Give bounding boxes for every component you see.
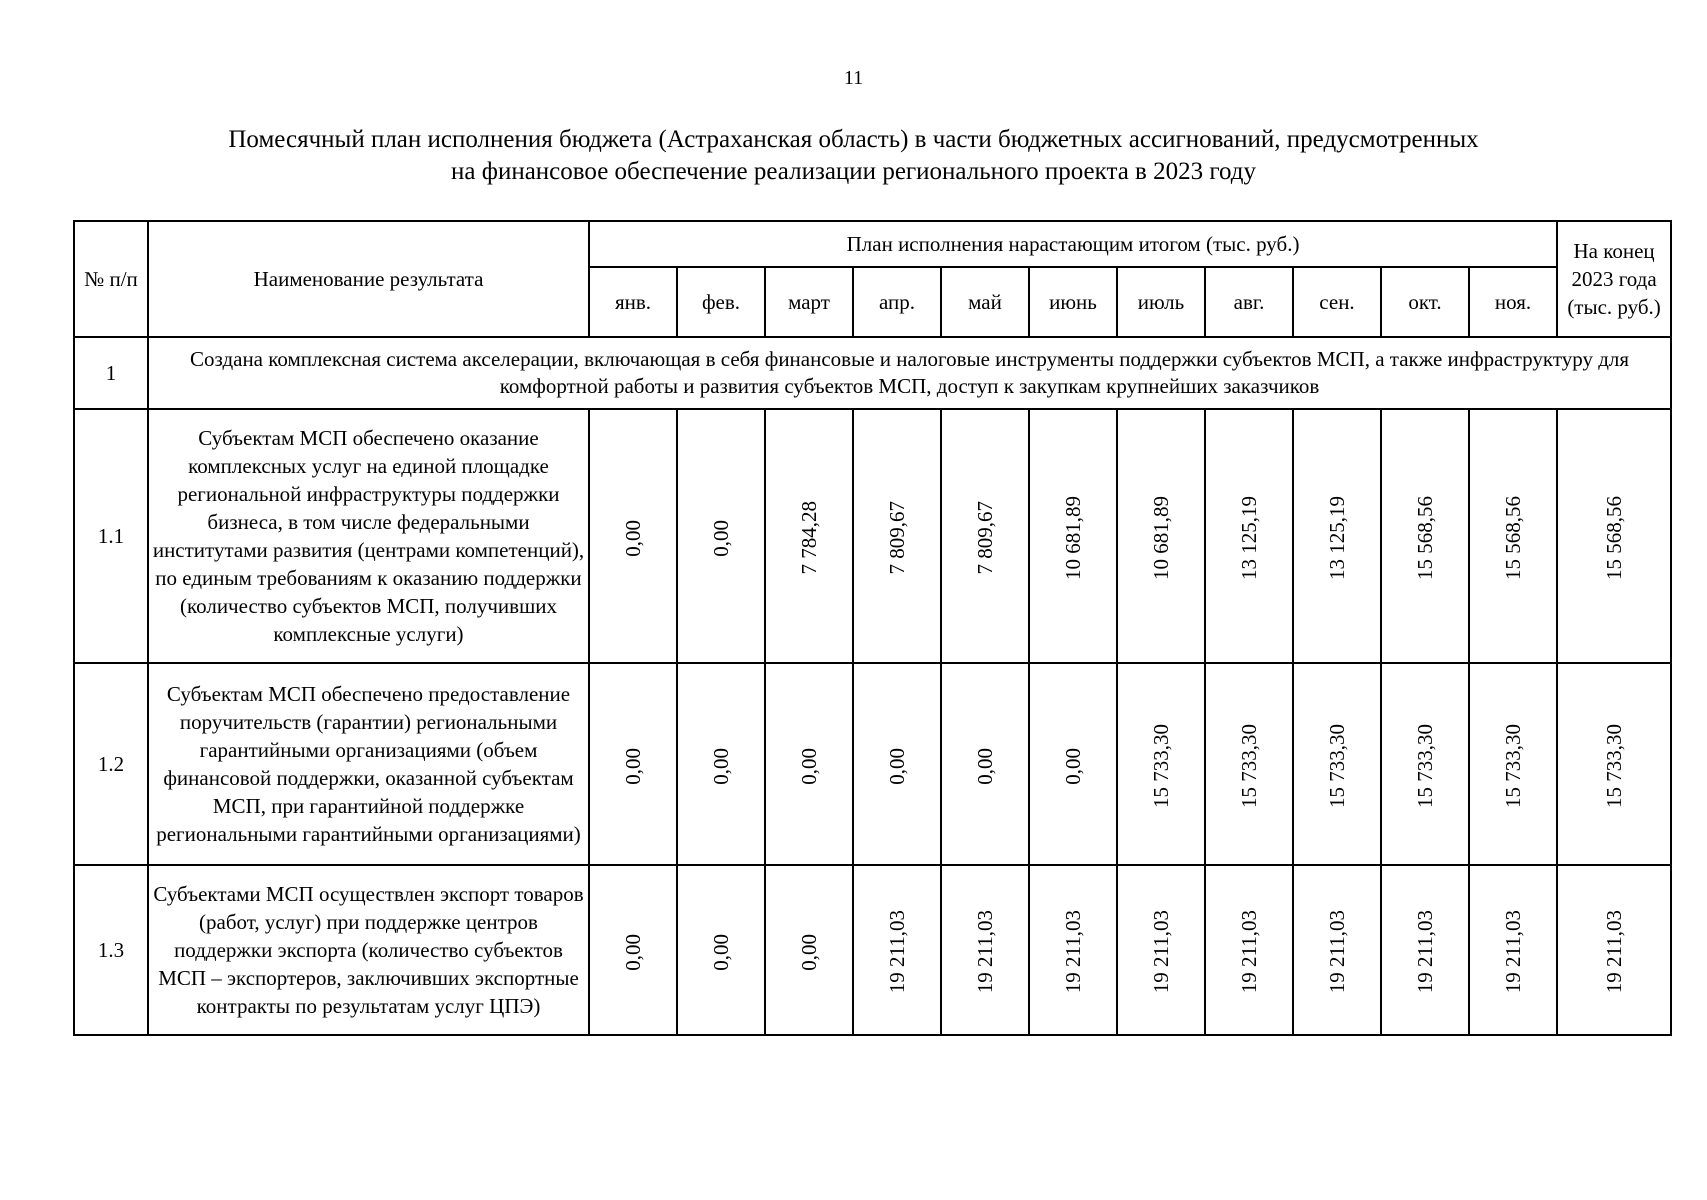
row-number: 1.1 (74, 409, 148, 663)
value-text: 15 733,30 (1413, 724, 1437, 808)
value-cell (1381, 663, 1469, 865)
value-text: 15 568,56 (1413, 496, 1437, 580)
value-cell (1205, 865, 1293, 1035)
value-cell (1469, 865, 1557, 1035)
value-text: 0,00 (621, 519, 645, 557)
header-year-end-line-2: 2023 года (1571, 267, 1657, 291)
result-description: Субъектами МСП осуществлен экспорт товаров (работ, услуг) при поддержке центров поддержки экспорта (количество субъектов МСП – экспортеров, заключивших экспортные контракты по результатам услуг ЦПЭ) (148, 865, 589, 1035)
value-text: 0,00 (621, 747, 645, 785)
row-number: 1.3 (74, 865, 148, 1035)
month-header: ноя. (1469, 267, 1557, 337)
month-header: янв. (589, 267, 677, 337)
value-cell (1117, 865, 1205, 1035)
value-text: 13 125,19 (1325, 496, 1349, 580)
table-row (74, 865, 1671, 1035)
month-header: сен. (1293, 267, 1381, 337)
section-number: 1 (74, 337, 148, 409)
value-text: 0,00 (709, 519, 733, 557)
value-cell (1117, 409, 1205, 663)
result-description: Субъектам МСП обеспечено предоставление поручительств (гарантии) региональными гарантийными организациями (объем финансовой поддержки, оказанной субъектам МСП, при гарантийной поддержке региональными гарантийными организациями) (148, 663, 589, 865)
value-text: 19 211,03 (1413, 910, 1437, 994)
value-text: 15 733,30 (1149, 724, 1173, 808)
value-text: 0,00 (797, 933, 821, 971)
value-text: 19 211,03 (973, 910, 997, 994)
table-row (74, 663, 1671, 865)
total-text: 15 568,56 (1602, 496, 1627, 580)
value-text: 15 733,30 (1237, 724, 1261, 808)
header-year-end-line-1: На конец (1573, 239, 1655, 263)
table-row (74, 409, 1671, 663)
value-text: 19 211,03 (1149, 910, 1173, 994)
value-cell (1469, 663, 1557, 865)
value-cell (589, 663, 677, 865)
value-cell (1205, 663, 1293, 865)
section-title: Создана комплексная система акселерации, включающая в себя финансовые и налоговые инструменты поддержки субъектов МСП, а также инфраструктуру для комфортной работы и развития субъектов МСП, доступ к закупкам крупнейших заказчиков (148, 337, 1671, 409)
value-cell (1029, 865, 1117, 1035)
value-text: 19 211,03 (1237, 910, 1261, 994)
value-cell (589, 865, 677, 1035)
value-text: 7 809,67 (973, 501, 997, 575)
value-text: 15 568,56 (1501, 496, 1526, 580)
month-header: май (941, 267, 1029, 337)
value-cell (941, 409, 1029, 663)
value-cell (1205, 409, 1293, 663)
value-text: 0,00 (621, 933, 645, 971)
month-header: окт. (1381, 267, 1469, 337)
document-title-line-1: Помесячный план исполнения бюджета (Астраханская область) в части бюджетных ассигнований, предусмотренных (228, 126, 1479, 153)
value-cell (853, 663, 941, 865)
value-text: 19 211,03 (1061, 910, 1085, 994)
value-cell (1293, 409, 1381, 663)
budget-plan-table (73, 220, 1672, 1036)
value-cell (1293, 865, 1381, 1035)
value-cell (677, 865, 765, 1035)
header-year-end (1557, 221, 1671, 337)
document-title-line-2: на финансовое обеспечение реализации регионального проекта в 2023 году (451, 158, 1256, 185)
value-text: 0,00 (797, 747, 821, 785)
value-cell (853, 409, 941, 663)
value-cell (677, 409, 765, 663)
value-cell (1469, 409, 1557, 663)
value-cell (765, 865, 853, 1035)
month-header: авг. (1205, 267, 1293, 337)
value-text: 7 809,67 (885, 501, 909, 575)
value-cell (941, 865, 1029, 1035)
month-header: июнь (1029, 267, 1117, 337)
value-cell (1029, 663, 1117, 865)
value-cell (765, 663, 853, 865)
value-text: 0,00 (973, 747, 997, 785)
value-cell (853, 865, 941, 1035)
value-text: 0,00 (1061, 747, 1085, 785)
value-text: 15 733,30 (1325, 724, 1349, 808)
section-row (74, 337, 1671, 409)
month-header: фев. (677, 267, 765, 337)
row-number: 1.2 (74, 663, 148, 865)
total-cell (1557, 663, 1671, 865)
header-row-number: № п/п (74, 221, 148, 337)
value-cell (1381, 865, 1469, 1035)
total-cell (1557, 865, 1671, 1035)
value-cell (1029, 409, 1117, 663)
value-text: 10 681,89 (1061, 496, 1085, 580)
month-header: апр. (853, 267, 941, 337)
header-result-name: Наименование результата (148, 221, 589, 337)
value-text: 0,00 (709, 933, 733, 971)
value-cell (1293, 663, 1381, 865)
total-text: 15 733,30 (1602, 724, 1627, 808)
value-text: 10 681,89 (1149, 496, 1173, 580)
value-text: 15 733,30 (1501, 724, 1526, 808)
value-cell (765, 409, 853, 663)
header-cumulative-plan: План исполнения нарастающим итогом (тыс. руб.) (589, 221, 1557, 267)
result-description: Субъектам МСП обеспечено оказание комплексных услуг на единой площадке региональной инфраструктуры поддержки бизнеса, в том числе федеральными институтами развития (центрами компетенций), по единым требованиям к оказанию поддержки (количество субъектов МСП, получивших комплексные услуги) (148, 409, 589, 663)
total-cell (1557, 409, 1671, 663)
value-text: 0,00 (709, 747, 733, 785)
header-row-top (74, 221, 1671, 267)
header-year-end-line-3: (тыс. руб.) (1567, 295, 1661, 319)
value-text: 13 125,19 (1237, 496, 1261, 580)
value-cell (1381, 409, 1469, 663)
value-text: 19 211,03 (1325, 910, 1349, 994)
document-title (100, 124, 1607, 188)
value-cell (677, 663, 765, 865)
month-header: март (765, 267, 853, 337)
month-header: июль (1117, 267, 1205, 337)
page-number: 11 (843, 67, 864, 89)
total-text: 19 211,03 (1602, 910, 1627, 994)
value-text: 19 211,03 (1501, 910, 1526, 994)
value-cell (589, 409, 677, 663)
value-text: 0,00 (885, 747, 909, 785)
value-text: 7 784,28 (797, 501, 821, 575)
value-text: 19 211,03 (885, 910, 909, 994)
value-cell (941, 663, 1029, 865)
value-cell (1117, 663, 1205, 865)
